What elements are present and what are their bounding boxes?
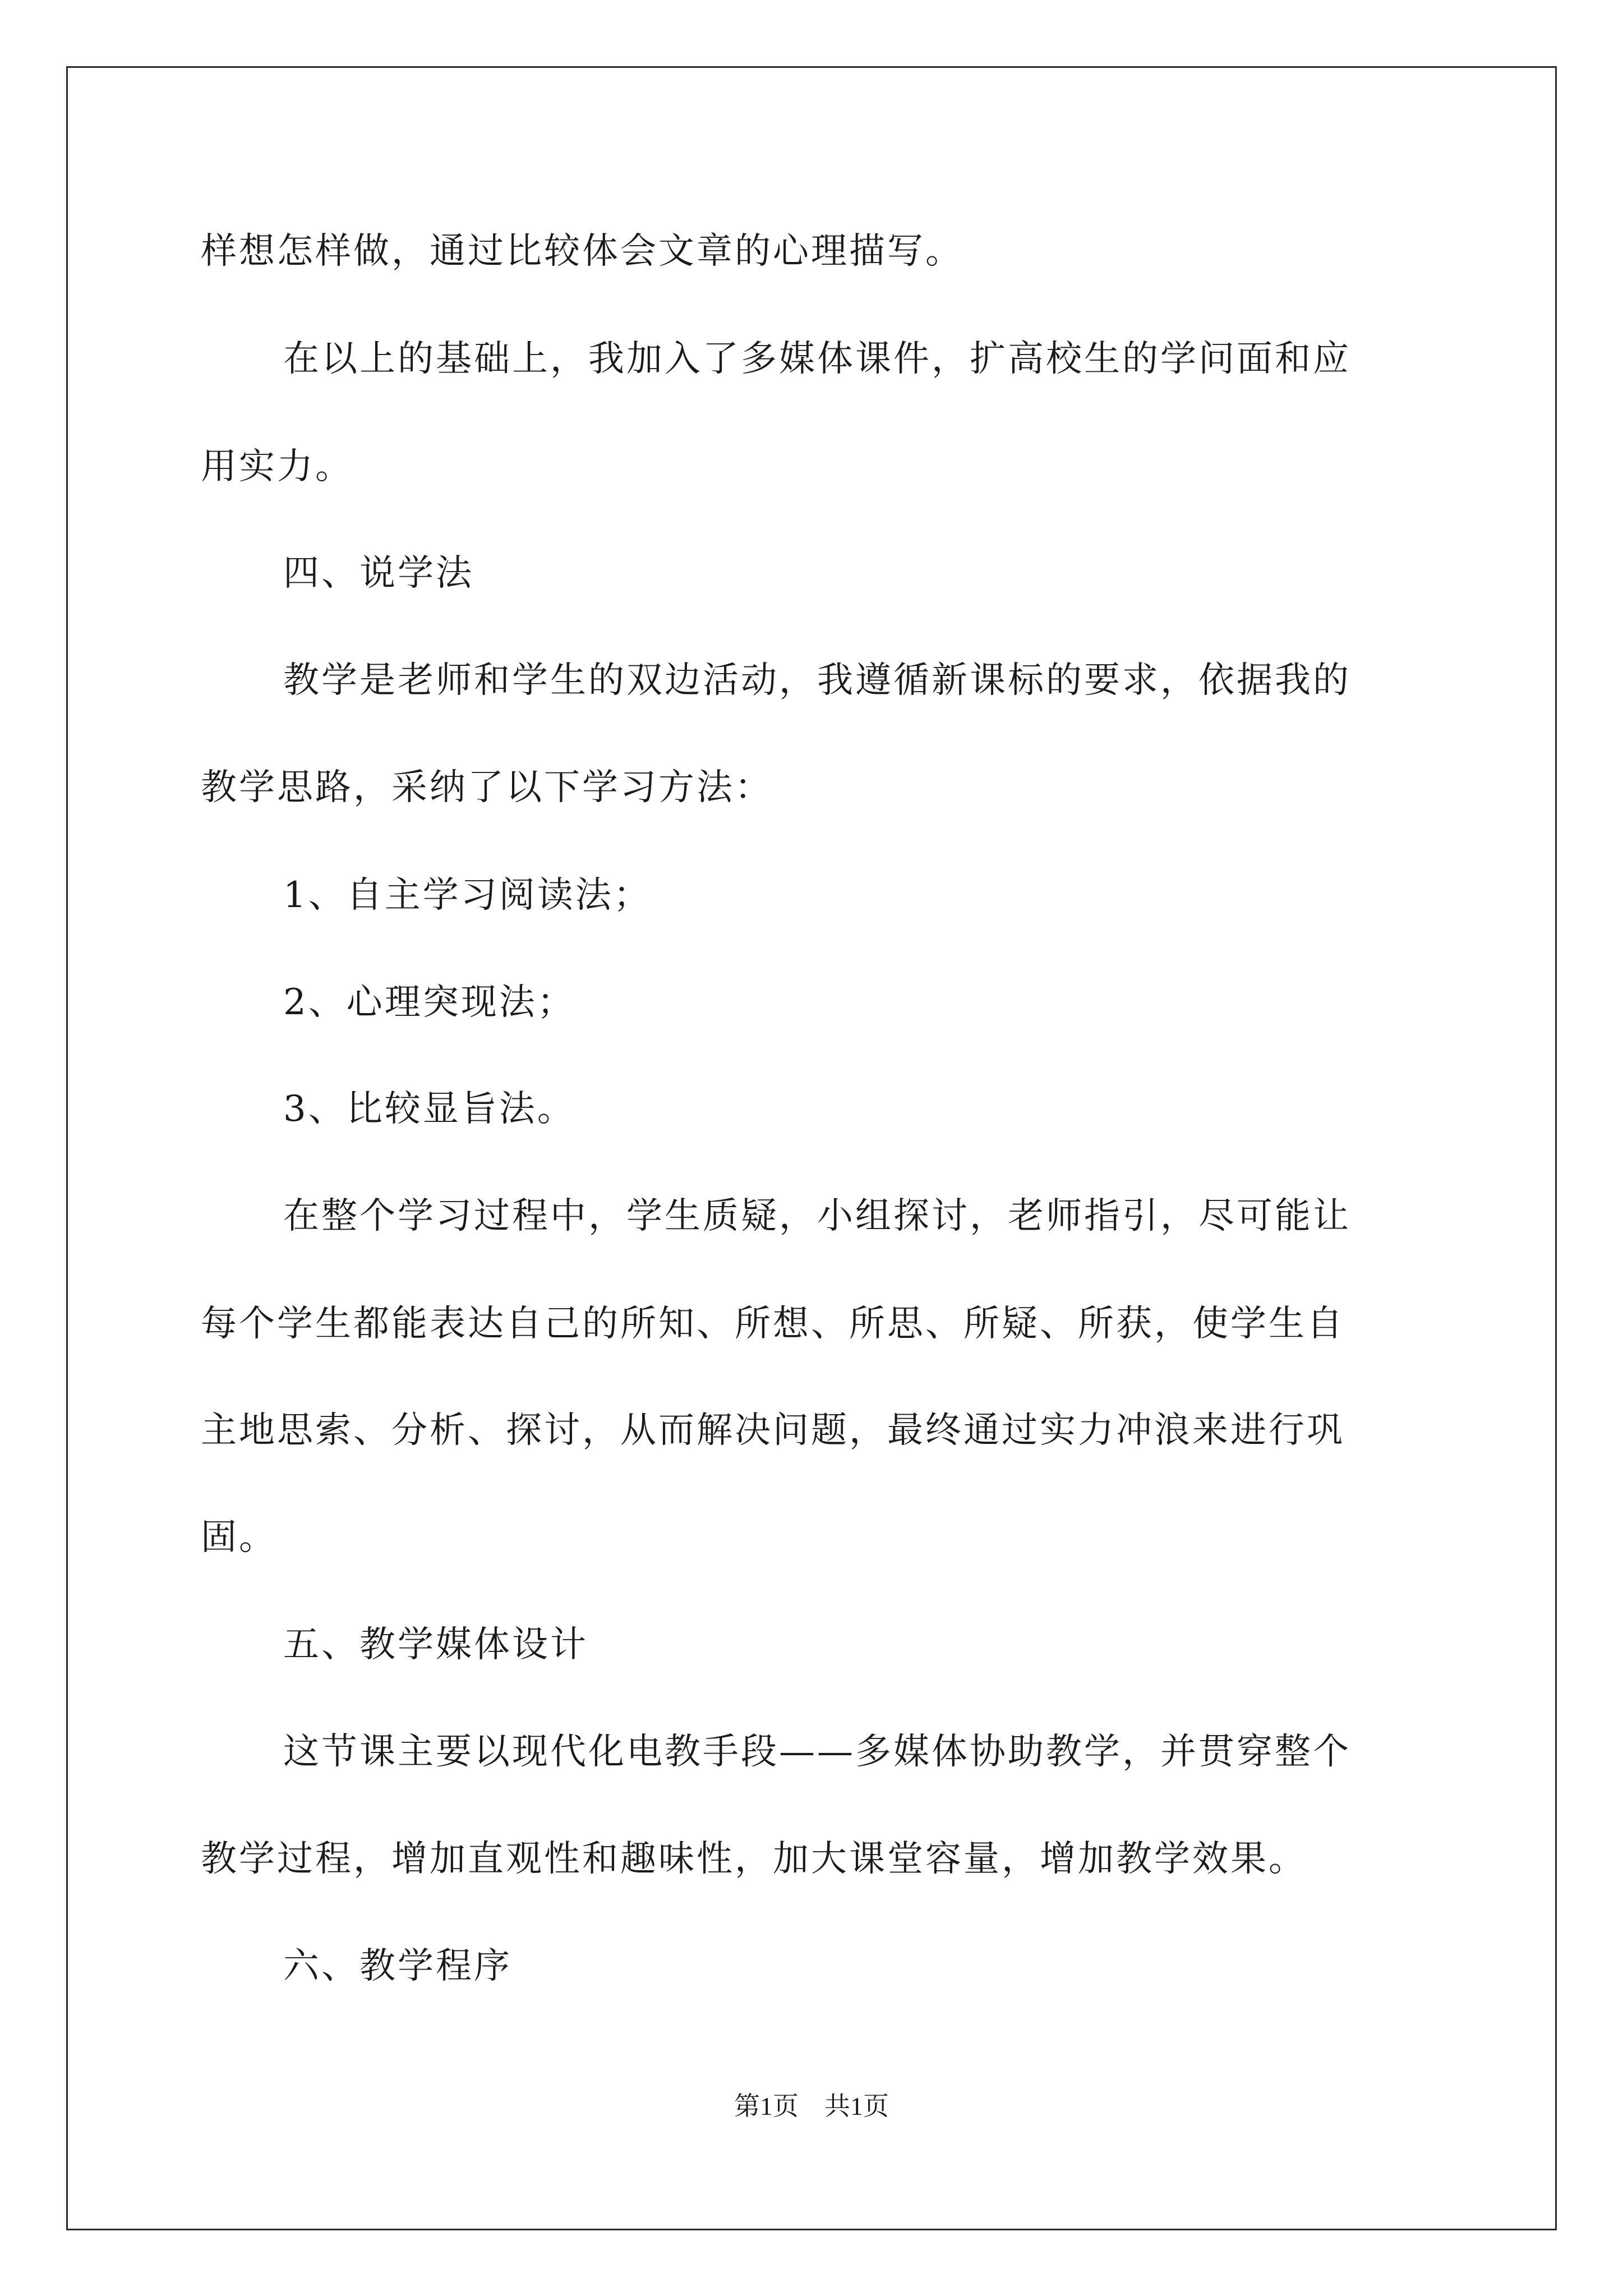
text-line: 教学是老师和学生的双边活动，我遵循新课标的要求，依据我的: [283, 660, 1351, 701]
list-item: 1、自主学习阅读法；: [283, 875, 652, 916]
section-heading: 六、教学程序: [283, 1945, 512, 1987]
list-item: 2、心理突现法；: [283, 982, 575, 1023]
text-line: 教学思路，采纳了以下学习方法：: [201, 767, 773, 808]
text-line: 主地思索、分析、探讨，从而解决问题，最终通过实力冲浪来进行巩: [201, 1410, 1345, 1451]
page-border: [66, 66, 1557, 2230]
text-line: 固。: [201, 1517, 277, 1558]
text-line: 每个学生都能表达自己的所知、所想、所思、所疑、所获，使学生自: [201, 1303, 1345, 1345]
section-heading: 五、教学媒体设计: [283, 1624, 588, 1665]
section-heading: 四、说学法: [283, 553, 474, 594]
text-line: 在整个学习过程中，学生质疑，小组探讨，老师指引，尽可能让: [283, 1195, 1351, 1237]
text-line: 教学过程，增加直观性和趣味性，加大课堂容量，增加教学效果。: [201, 1838, 1307, 1880]
list-item: 3、比较显旨法。: [283, 1088, 575, 1130]
text-line: 这节课主要以现代化电教手段——多媒体协助教学，并贯穿整个: [283, 1731, 1351, 1773]
text-line: 用实力。: [201, 446, 353, 487]
text-line: 在以上的基础上，我加入了多媒体课件，扩高校生的学问面和应: [283, 338, 1351, 380]
page-footer: 第1页 共1页: [734, 2092, 889, 2120]
text-line: 样想怎样做，通过比较体会文章的心理描写。: [201, 231, 963, 272]
